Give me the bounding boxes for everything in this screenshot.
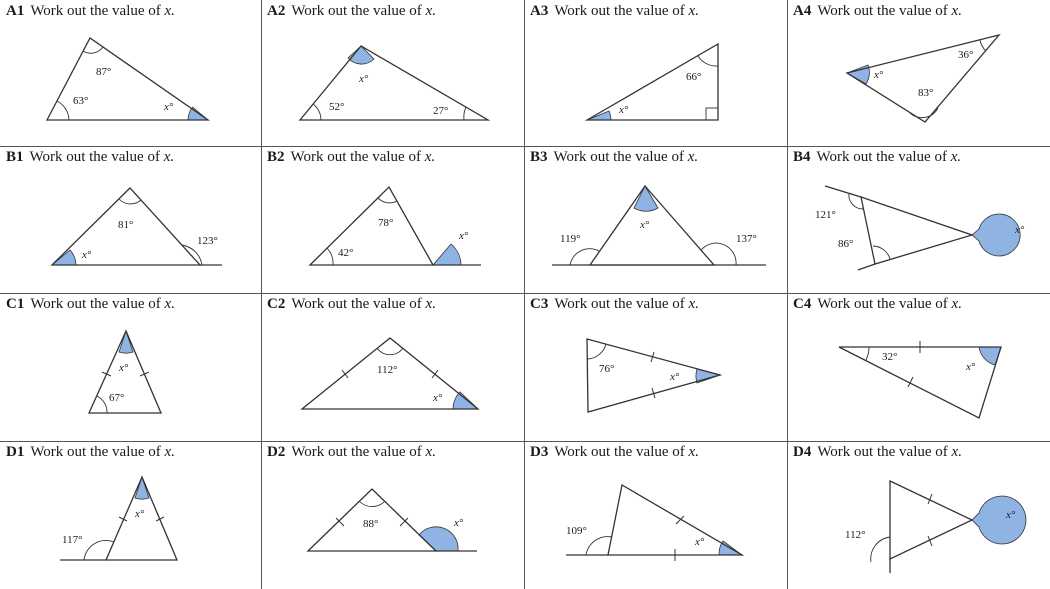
triangle-diagram	[787, 0, 1050, 146]
angle-arc	[587, 344, 606, 359]
question-prompt: Work out the value of	[291, 3, 422, 19]
question-prompt: Work out the value of	[817, 296, 948, 312]
angle-arc	[871, 537, 890, 562]
unknown-angle-shade	[972, 214, 1020, 256]
angle-arc	[377, 348, 403, 355]
triangle-outline	[847, 35, 999, 122]
unknown-angle-label: x°	[1015, 224, 1025, 236]
angle-arc	[97, 396, 107, 413]
unknown-angle-label: x°	[695, 536, 705, 548]
question-variable: x.	[951, 444, 962, 460]
question-prompt: Work out the value of	[30, 3, 161, 19]
question-variable: x.	[425, 444, 436, 460]
angle-label: 66°	[686, 71, 702, 83]
angle-arc	[873, 246, 890, 259]
question-cell-d1	[0, 441, 261, 589]
question-id: A1	[6, 3, 25, 19]
question-id: D4	[793, 444, 812, 460]
question-variable: x.	[425, 296, 436, 312]
extended-side	[825, 186, 861, 197]
question-id: B4	[793, 149, 811, 165]
angle-arc	[57, 101, 69, 120]
triangle-outline	[839, 347, 1001, 418]
angle-arc	[327, 248, 333, 265]
question-cell-a2	[261, 0, 524, 146]
extended-side	[858, 264, 875, 270]
question-prompt: Work out the value of	[554, 3, 685, 19]
angle-label: 137°	[736, 233, 757, 245]
question-id: C2	[267, 296, 286, 312]
angle-arc	[980, 40, 986, 51]
triangle-diagram	[524, 293, 787, 441]
angle-label: 42°	[338, 247, 354, 259]
question-id: B3	[530, 149, 548, 165]
triangle-diagram	[0, 146, 261, 293]
question-id: C3	[530, 296, 549, 312]
question-variable: x.	[688, 444, 699, 460]
question-prompt: Work out the value of	[291, 444, 422, 460]
unknown-angle-label: x°	[670, 371, 680, 383]
question-prompt: Work out the value of	[290, 149, 421, 165]
angle-arc	[464, 107, 466, 120]
unknown-angle-label: x°	[359, 73, 369, 85]
angle-label: 83°	[918, 87, 934, 99]
triangle-diagram	[261, 293, 524, 441]
question-prompt: Work out the value of	[30, 444, 161, 460]
angle-label: 86°	[838, 238, 854, 250]
angle-label: 76°	[599, 363, 615, 375]
question-variable: x.	[424, 149, 436, 165]
question-cell-d2	[261, 441, 524, 589]
angle-label: 32°	[882, 351, 898, 363]
angle-arc	[84, 540, 114, 560]
angle-label: 119°	[560, 233, 581, 245]
question-id: B1	[6, 149, 24, 165]
triangle-outline	[861, 197, 972, 264]
triangle-diagram	[0, 293, 261, 441]
angle-label: 81°	[118, 219, 134, 231]
unknown-angle-label: x°	[82, 249, 92, 261]
angle-arc	[359, 501, 385, 507]
angle-arc	[698, 56, 718, 66]
angle-label: 123°	[197, 235, 218, 247]
angle-arc	[701, 243, 736, 265]
unknown-angle-shade	[972, 496, 1026, 544]
question-prompt: Work out the value of	[816, 149, 947, 165]
triangle-diagram	[787, 293, 1050, 441]
question-cell-b4	[787, 146, 1050, 293]
question-cell-a3	[524, 0, 787, 146]
triangle-diagram	[787, 441, 1050, 589]
question-prompt: Work out the value of	[554, 296, 685, 312]
question-id: C1	[6, 296, 25, 312]
unknown-angle-label: x°	[966, 361, 976, 373]
question-variable: x.	[951, 3, 962, 19]
question-cell-a1	[0, 0, 261, 146]
question-cell-c2	[261, 293, 524, 441]
unknown-angle-label: x°	[433, 392, 443, 404]
question-id: D1	[6, 444, 25, 460]
angle-label: 88°	[363, 518, 379, 530]
unknown-angle-label: x°	[454, 517, 464, 529]
question-variable: x.	[951, 296, 962, 312]
angle-arc	[866, 347, 869, 360]
question-cell-d4	[787, 441, 1050, 589]
angle-label: 112°	[845, 529, 866, 541]
angle-arc	[313, 104, 321, 120]
unknown-angle-label: x°	[1006, 509, 1016, 521]
question-id: C4	[793, 296, 812, 312]
question-variable: x.	[950, 149, 962, 165]
angle-label: 109°	[566, 525, 587, 537]
question-variable: x.	[425, 3, 436, 19]
triangle-outline	[47, 38, 208, 120]
angle-arc	[83, 47, 103, 53]
right-angle-marker	[706, 108, 718, 120]
question-id: D2	[267, 444, 286, 460]
question-id: A3	[530, 3, 549, 19]
unknown-angle-label: x°	[119, 362, 129, 374]
unknown-angle-label: x°	[874, 69, 884, 81]
angle-label: 27°	[433, 105, 449, 117]
triangle-outline	[310, 187, 433, 265]
triangle-diagram	[261, 441, 524, 589]
unknown-angle-shade	[419, 527, 458, 551]
question-variable: x.	[688, 296, 699, 312]
question-variable: x.	[163, 149, 175, 165]
question-prompt: Work out the value of	[554, 444, 685, 460]
question-id: A2	[267, 3, 286, 19]
triangle-diagram	[524, 146, 787, 293]
question-id: A4	[793, 3, 812, 19]
angle-label: 52°	[329, 101, 345, 113]
triangle-diagram	[0, 0, 261, 146]
question-variable: x.	[164, 444, 175, 460]
unknown-angle-label: x°	[135, 508, 145, 520]
question-variable: x.	[164, 3, 175, 19]
question-cell-d3	[524, 441, 787, 589]
question-id: D3	[530, 444, 549, 460]
question-cell-a4	[787, 0, 1050, 146]
question-id: B2	[267, 149, 285, 165]
triangle-diagram	[787, 146, 1050, 293]
question-cell-b2	[261, 146, 524, 293]
triangle-outline	[890, 481, 972, 559]
angle-arc	[910, 108, 938, 118]
question-prompt: Work out the value of	[30, 296, 161, 312]
question-cell-c1	[0, 293, 261, 441]
question-cell-b1	[0, 146, 261, 293]
angle-arc	[119, 199, 141, 204]
angle-label: 67°	[109, 392, 125, 404]
triangle-diagram	[524, 0, 787, 146]
unknown-angle-label: x°	[459, 230, 469, 242]
question-variable: x.	[687, 149, 699, 165]
unknown-angle-shade	[348, 46, 374, 64]
unknown-angle-label: x°	[640, 219, 650, 231]
question-cell-b3	[524, 146, 787, 293]
triangle-diagram	[261, 0, 524, 146]
question-prompt: Work out the value of	[29, 149, 160, 165]
question-cell-c3	[524, 293, 787, 441]
question-variable: x.	[164, 296, 175, 312]
triangle-diagram	[261, 146, 524, 293]
angle-arc	[570, 249, 599, 265]
unknown-angle-label: x°	[619, 104, 629, 116]
triangle-diagram	[0, 441, 261, 589]
question-cell-c4	[787, 293, 1050, 441]
question-prompt: Work out the value of	[291, 296, 422, 312]
angle-label: 121°	[815, 209, 836, 221]
angle-label: 87°	[96, 66, 112, 78]
question-variable: x.	[688, 3, 699, 19]
question-prompt: Work out the value of	[553, 149, 684, 165]
angle-label: 36°	[958, 49, 974, 61]
unknown-angle-shade	[634, 186, 658, 211]
angle-label: 117°	[62, 534, 83, 546]
angle-arc	[378, 198, 397, 203]
question-prompt: Work out the value of	[817, 3, 948, 19]
unknown-angle-label: x°	[164, 101, 174, 113]
unknown-angle-shade	[433, 244, 461, 265]
angle-label: 112°	[377, 364, 398, 376]
question-prompt: Work out the value of	[817, 444, 948, 460]
angle-label: 78°	[378, 217, 394, 229]
angle-label: 63°	[73, 95, 89, 107]
triangle-diagram	[524, 441, 787, 589]
